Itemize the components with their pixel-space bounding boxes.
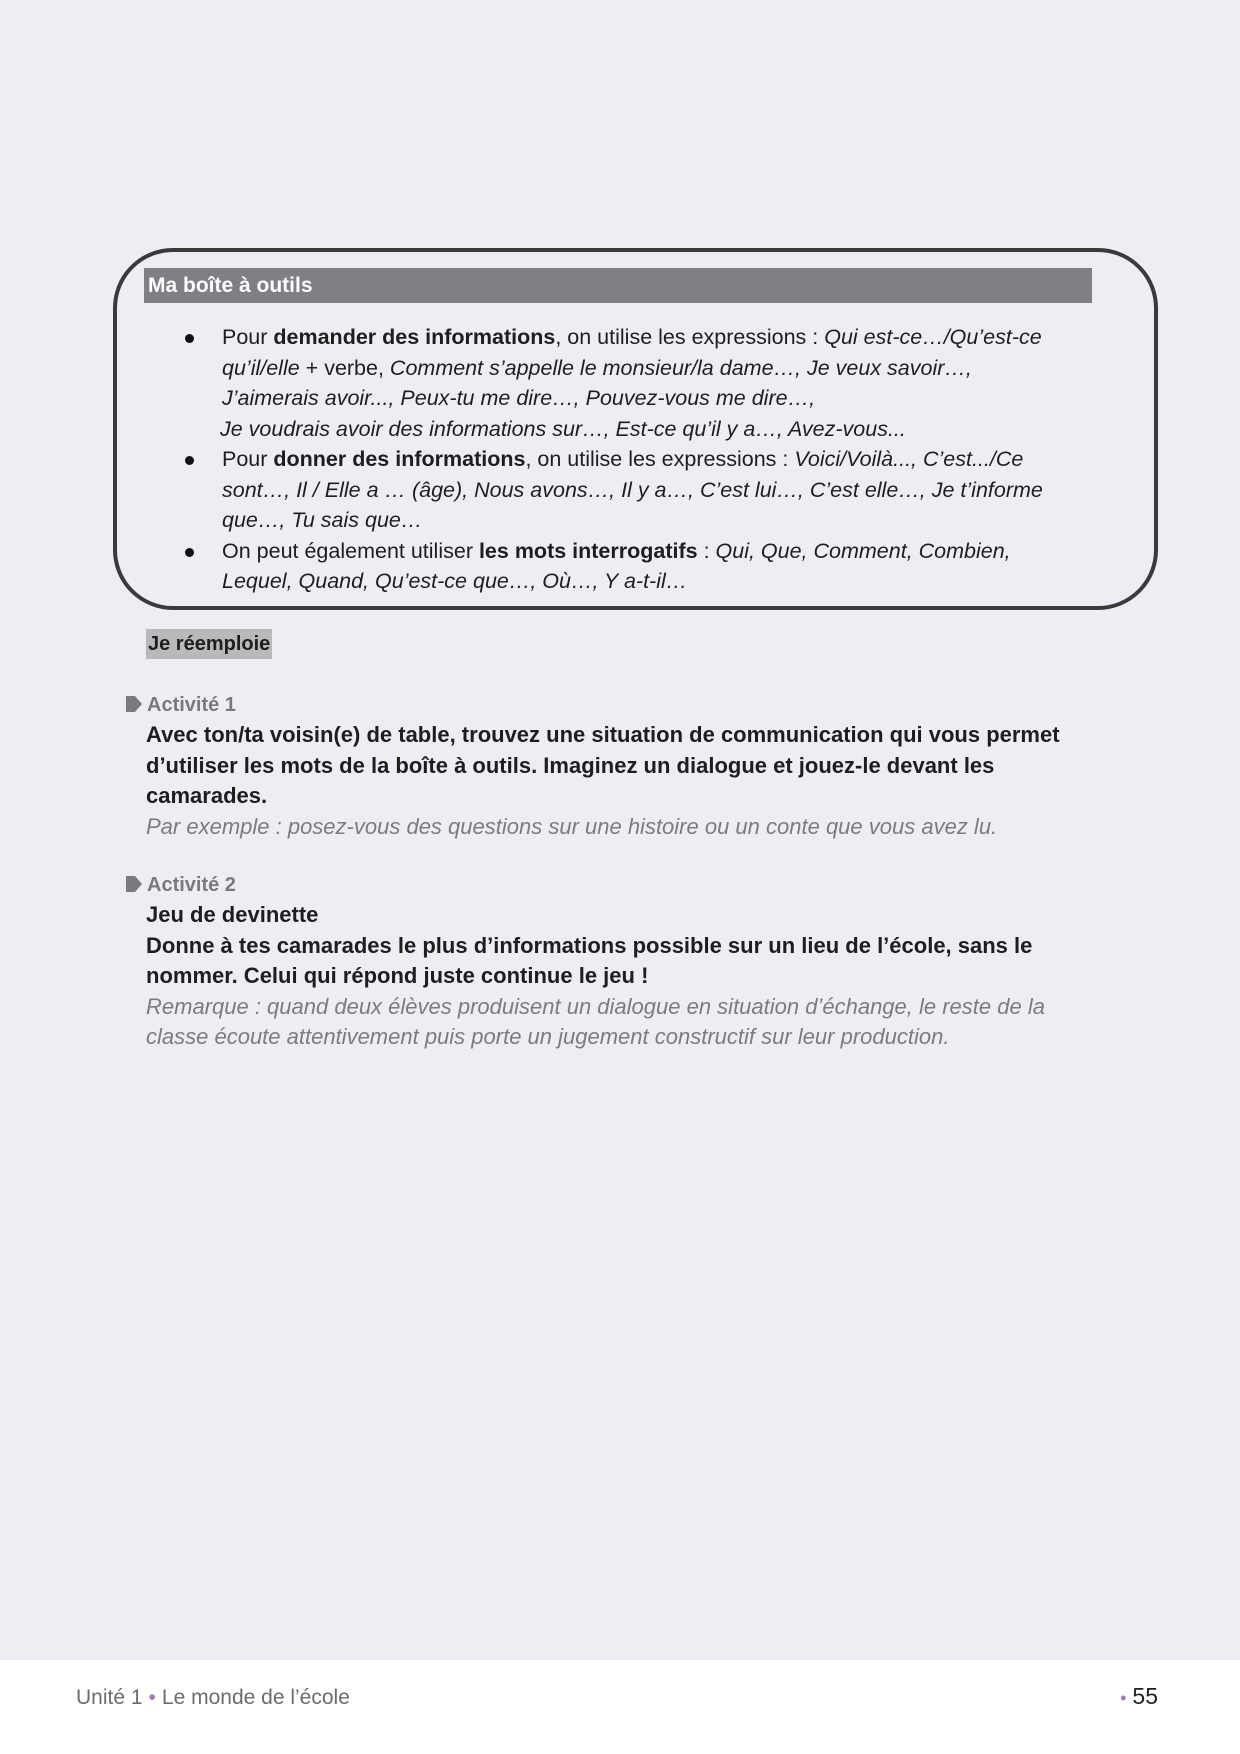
bullet-icon	[185, 548, 194, 557]
toolbox-list	[185, 322, 1090, 597]
activity-1-label: Activité 1	[125, 692, 236, 718]
footer-unit: Unité 1 • Le monde de l’école	[76, 1686, 350, 1709]
bullet-icon	[185, 334, 194, 343]
activity-1-body: Avec ton/ta voisin(e) de table, trouvez une situation de communication qui vous permet d’utiliser les mots de la boîte à outils. Imaginez un dialogue et jouez-le devant les camarades. Par exemple : posez-vous des questions sur une histoire ou un conte que vous avez lu.	[146, 720, 1106, 842]
toolbox-item-ask: Pour demander des informations, on utilise les expressions : Qui est-ce…/Qu’est-ce qu’il/elle + verbe, Comment s’appelle le monsieur/la dame…, Je veux savoir…, J’aimerais avoir..., Peux-tu me dire…, Pouvez-vous me dire…, Je voudrais avoir des informations sur…, Est-ce qu’il y a…, Avez-vous...	[185, 322, 1090, 444]
activity-2-label: Activité 2	[125, 872, 236, 898]
section-heading-reemploie: Je réemploie	[146, 629, 272, 659]
bullet-icon	[185, 456, 194, 465]
play-arrow-icon	[125, 874, 143, 894]
page-number: • 55	[1120, 1683, 1158, 1709]
toolbox-item-give: Pour donner des informations, on utilise les expressions : Voici/Voilà..., C’est.../Ce sont…, Il / Elle a … (âge), Nous avons…, Il y a…, C’est lui…, C’est elle…, Je t’informe que…, Tu sais que…	[185, 444, 1090, 536]
activity-1-example: Par exemple : posez-vous des questions sur une histoire ou un conte que vous avez lu.	[146, 813, 998, 839]
activity-2-body: Jeu de devinette Donne à tes camarades le plus d’informations possible sur un lieu de l’école, sans le nommer. Celui qui répond juste continue le jeu ! Remarque : quand deux élèves produisent un dialogue en situation d’échange, le reste de la classe écoute attentivement puis porte un jugement constructif sur leur production.	[146, 900, 1106, 1053]
toolbox-item-interrogatives: On peut également utiliser les mots interrogatifs : Qui, Que, Comment, Combien, Lequel, Quand, Qu’est-ce que…, Où…, Y a-t-il…	[185, 536, 1090, 597]
toolbox-title: Ma boîte à outils	[144, 268, 1092, 303]
play-arrow-icon	[125, 694, 143, 714]
activity-2-note: Remarque : quand deux élèves produisent un dialogue en situation d’échange, le reste de la	[146, 993, 1045, 1019]
activity-2-subtitle: Jeu de devinette	[146, 902, 319, 927]
